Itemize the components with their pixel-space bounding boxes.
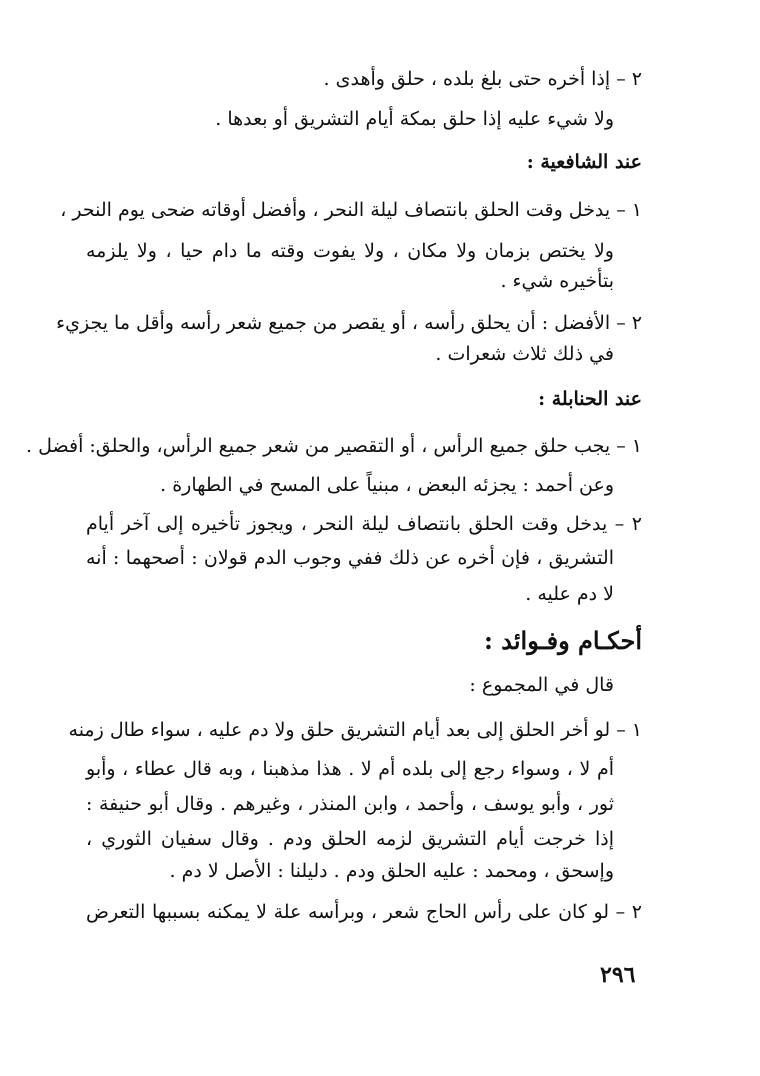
text-line: ٢ – الأفضل : أن يحلق رأسه ، أو يقصر من جميع شعر رأسه وأقل ما يجزيء <box>56 312 642 334</box>
text-line: ٢ – لو كان على رأس الحاج شعر ، وبرأسه علة لا يمكنه بسببها التعرض <box>86 901 642 923</box>
text-line: ٢ – يدخل وقت الحلق بانتصاف ليلة النحر ، ويجوز تأخيره إلى آخر أيام <box>86 513 642 535</box>
section-heading: عند الحنابلة : <box>538 388 642 410</box>
section-heading: أحكـام وفـوائد : <box>484 626 642 655</box>
text-line: أم لا ، وسواء رجع إلى بلده أم لا . هذا مذهبنا ، وبه قال عطاء ، وأبو <box>86 758 614 780</box>
text-line: ولا يختص بزمان ولا مكان ، ولا يفوت وقته ما دام حيا ، ولا يلزمه <box>86 240 614 262</box>
text-line: ١ – يدخل وقت الحلق بانتصاف ليلة النحر ، وأفضل أوقاته ضحى يوم النحر ، <box>60 199 642 221</box>
text-line: ١ – يجب حلق جميع الرأس ، أو التقصير من شعر جميع الرأس، والحلق: أفضل . <box>26 435 642 457</box>
text-line: إذا خرجت أيام التشريق لزمه الحلق ودم . وقال سفيان الثوري ، <box>86 828 614 850</box>
text-line: ١ – لو أخر الحلق إلى بعد أيام التشريق حلق ولا دم عليه ، سواء طال زمنه <box>68 719 642 741</box>
text-line: التشريق ، فإن أخره عن ذلك ففي وجوب الدم قولان : أصحهما : أنه <box>86 547 614 569</box>
page-number: ٢٩٦ <box>600 962 636 988</box>
section-heading: عند الشافعية : <box>526 151 642 173</box>
text-line: ثور ، وأبو يوسف ، وأحمد ، وابن المنذر ، وغيرهم . وقال أبو حنيفة : <box>86 793 614 815</box>
text-line: في ذلك ثلاث شعرات . <box>435 343 614 365</box>
text-line: وإسحق ، ومحمد : عليه الحلق ودم . دليلنا : الأصل لا دم . <box>169 860 614 882</box>
text-line: ولا شيء عليه إذا حلق بمكة أيام التشريق أو بعدها . <box>215 108 614 130</box>
text-line: قال في المجموع : <box>469 674 614 696</box>
text-line: وعن أحمد : يجزئه البعض ، مبنياً على المسح في الطهارة . <box>160 474 614 496</box>
text-line: بتأخيره شيء . <box>500 270 614 292</box>
text-line: ٢ – إذا أخره حتى بلغ بلده ، حلق وأهدى . <box>323 68 642 90</box>
text-line: لا دم عليه . <box>525 583 614 605</box>
